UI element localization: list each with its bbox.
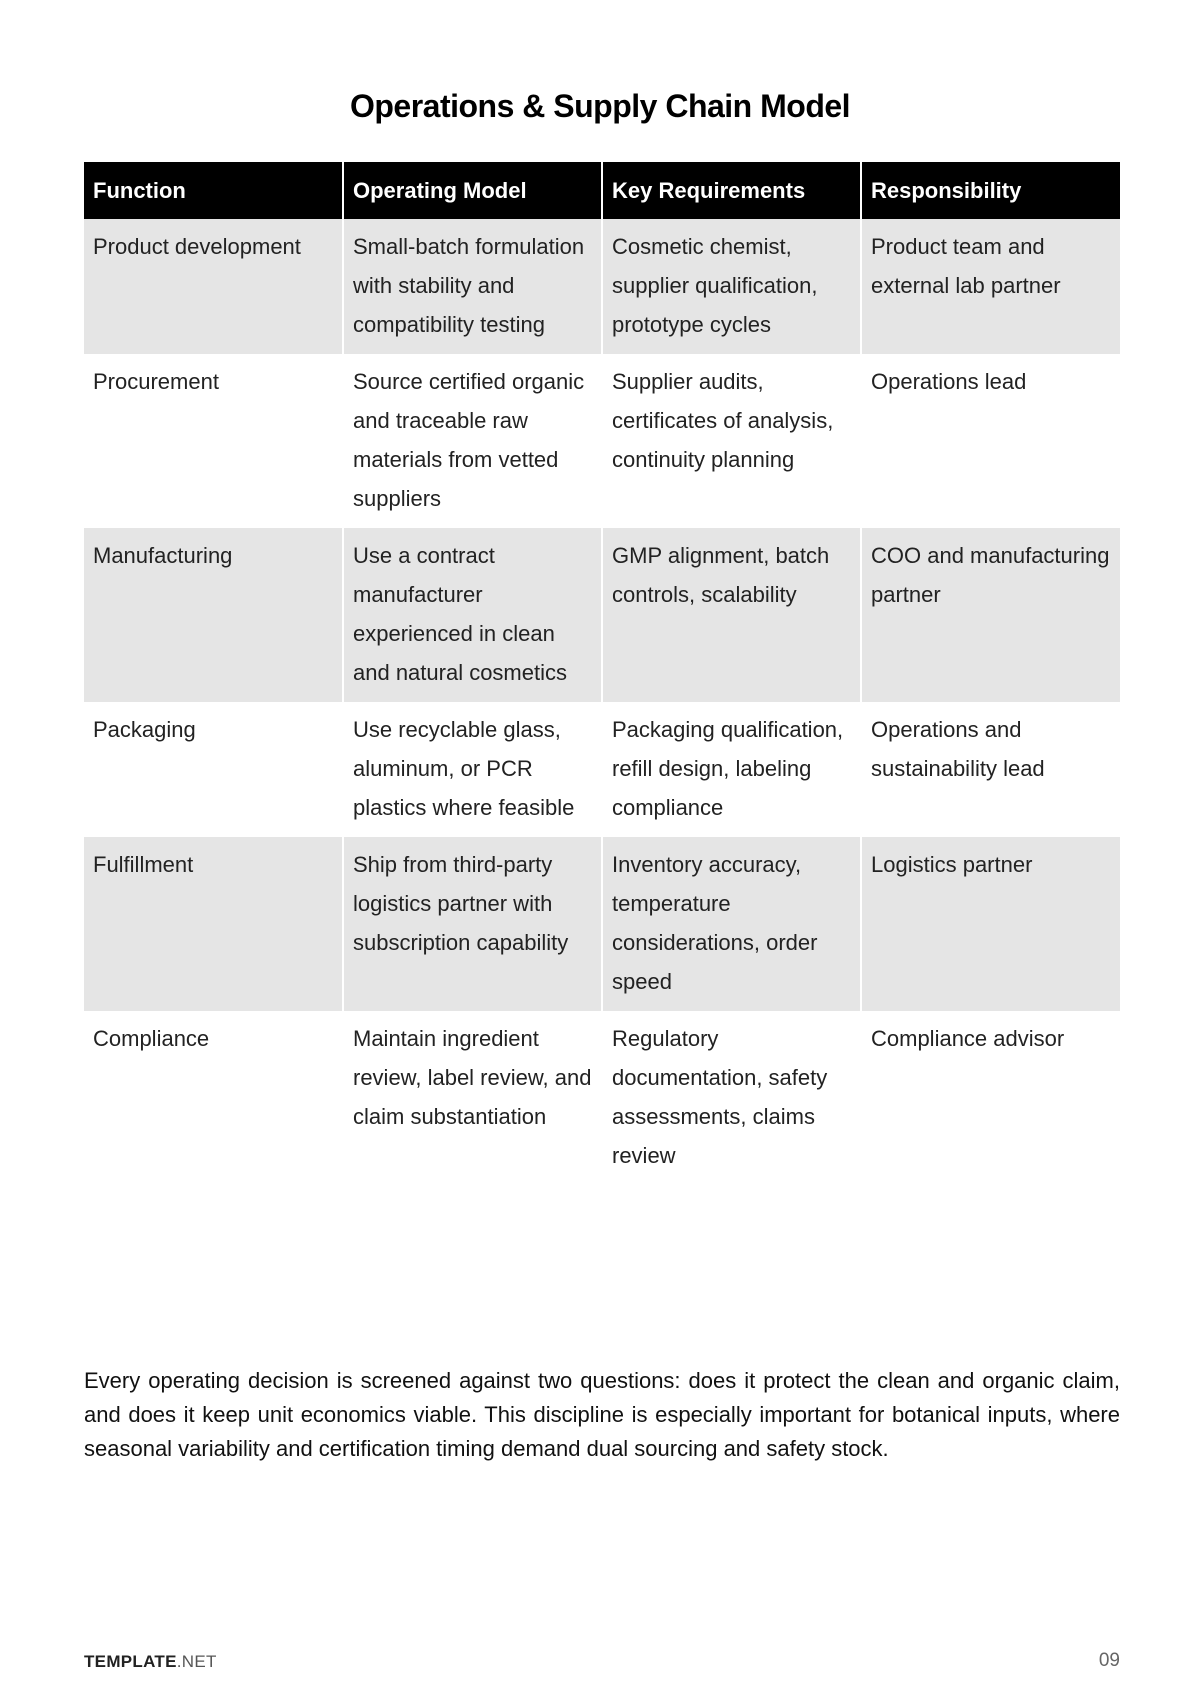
cell-function: Manufacturing (84, 528, 343, 702)
cell-key-requirements: Regulatory documentation, safety assessments, claims review (602, 1011, 861, 1185)
cell-function: Procurement (84, 354, 343, 528)
cell-key-requirements: GMP alignment, batch controls, scalability (602, 528, 861, 702)
cell-operating-model: Source certified organic and traceable raw materials from vetted suppliers (343, 354, 602, 528)
cell-responsibility: COO and manufacturing partner (861, 528, 1120, 702)
cell-key-requirements: Cosmetic chemist, supplier qualification, prototype cycles (602, 219, 861, 354)
cell-responsibility: Logistics partner (861, 837, 1120, 1011)
cell-key-requirements: Supplier audits, certificates of analysis, continuity planning (602, 354, 861, 528)
cell-function: Fulfillment (84, 837, 343, 1011)
table-row (84, 702, 1120, 837)
brand-suffix: .NET (176, 1652, 217, 1671)
operations-table (84, 162, 1120, 1185)
table-row (84, 354, 1120, 528)
footer-brand-logo[interactable] (84, 1652, 217, 1672)
cell-responsibility: Operations and sustainability lead (861, 702, 1120, 837)
cell-operating-model: Maintain ingredient review, label review, and claim substantiation (343, 1011, 602, 1185)
cell-function: Product development (84, 219, 343, 354)
cell-function: Compliance (84, 1011, 343, 1185)
cell-function: Packaging (84, 702, 343, 837)
cell-key-requirements: Packaging qualification, refill design, labeling compliance (602, 702, 861, 837)
cell-responsibility: Product team and external lab partner (861, 219, 1120, 354)
table-header-row (84, 162, 1120, 219)
header-responsibility: Responsibility (861, 162, 1120, 219)
table-row (84, 837, 1120, 1011)
header-key-requirements: Key Requirements (602, 162, 861, 219)
cell-operating-model: Use a contract manufacturer experienced in clean and natural cosmetics (343, 528, 602, 702)
summary-paragraph: Every operating decision is screened against two questions: does it protect the clean and organic claim, and does it keep unit economics viable. This discipline is especially important for botanical inputs, where seasonal variability and certification timing demand dual sourcing and safety stock. (84, 1368, 1120, 1461)
header-function: Function (84, 162, 343, 219)
cell-operating-model: Small-batch formulation with stability and compatibility testing (343, 219, 602, 354)
table-row (84, 219, 1120, 354)
cell-operating-model: Ship from third-party logistics partner with subscription capability (343, 837, 602, 1011)
cell-responsibility: Compliance advisor (861, 1011, 1120, 1185)
brand-name: TEMPLATE (84, 1652, 177, 1671)
header-operating-model: Operating Model (343, 162, 602, 219)
table-row (84, 1011, 1120, 1185)
cell-responsibility: Operations lead (861, 354, 1120, 528)
page-title: Operations & Supply Chain Model (349, 88, 851, 124)
cell-key-requirements: Inventory accuracy, temperature considerations, order speed (602, 837, 861, 1011)
cell-operating-model: Use recyclable glass, aluminum, or PCR plastics where feasible (343, 702, 602, 837)
table-row (84, 528, 1120, 702)
page-number: 09 (1098, 1650, 1120, 1671)
